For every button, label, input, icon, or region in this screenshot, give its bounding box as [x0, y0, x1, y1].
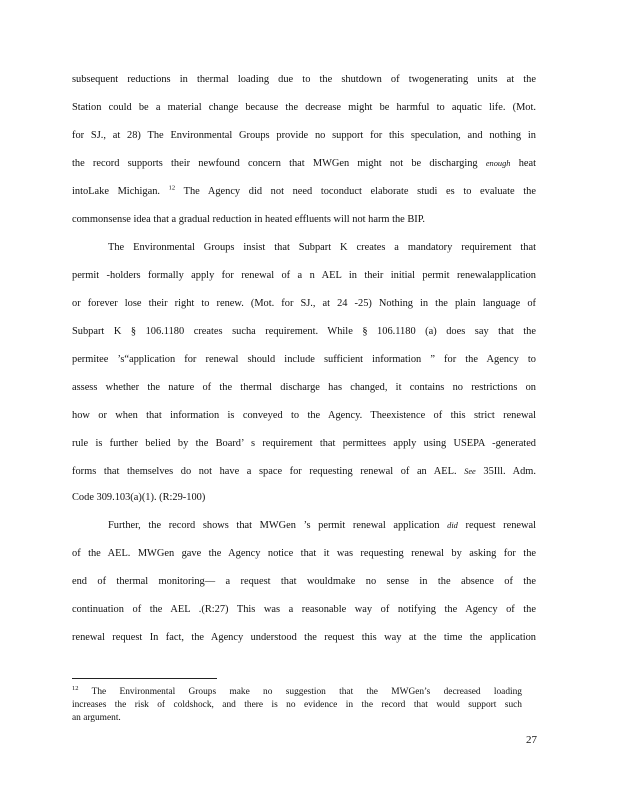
body-line-9: or forever lose their right to renew. (Mot. for SJ., at 24 -25) Nothing in the plain language of: [72, 298, 536, 309]
page-number: 27: [526, 734, 537, 746]
footnote-ref: 12: [168, 184, 176, 192]
text-run: Further, the record shows that MWGen ’s permit renewal application: [108, 520, 440, 531]
text-run: heat: [518, 158, 536, 169]
text-run: request renewal: [465, 520, 536, 531]
text-run: The Environmental Groups make no suggestion that the MWGen’s decreased loading: [91, 687, 522, 697]
body-line-2: Station could be a material change because the decrease might be harmful to aquatic life. (Mot.: [72, 102, 536, 113]
text-run: intoLake Michigan.: [72, 186, 160, 197]
footnote-line-1: [72, 686, 522, 698]
body-line-15: [72, 465, 536, 478]
body-line-13: how or when that information is conveyed to the Agency. Theexistence of this strict renewal: [72, 410, 536, 421]
body-line-21: renewal request In fact, the Agency understood the request this way at the time the application: [72, 632, 536, 643]
body-line-12: assess whether the nature of the thermal discharge has changed, it contains no restrictions on: [72, 382, 536, 393]
text-run: the record supports their newfound concern that MWGen might not be discharging: [72, 158, 478, 169]
footnote-line-2: increases the risk of coldshock, and there is no evidence in the record that would support such: [72, 700, 522, 710]
text-run: forms that themselves do not have a space for requesting renewal of an AEL.: [72, 466, 457, 477]
body-line-6: commonsense idea that a gradual reduction in heated effluents will not harm the BIP.: [72, 214, 425, 225]
text-run: The Agency did not need toconduct elaborate studi es to evaluate the: [183, 186, 536, 197]
emphasis: enough: [485, 159, 511, 168]
body-line-1: subsequent reductions in thermal loading due to the shutdown of twogenerating units at the: [72, 74, 536, 85]
body-line-8: permit -holders formally apply for renewal of a n AEL in their initial permit renewalapplication: [72, 270, 536, 281]
body-line-3: for SJ., at 28) The Environmental Groups provide no support for this speculation, and nothing in: [72, 130, 536, 141]
footnote-line-3: an argument.: [72, 713, 121, 723]
body-line-7: The Environmental Groups insist that Subpart K creates a mandatory requirement that: [108, 242, 536, 253]
body-line-5: [72, 185, 536, 198]
emphasis: See: [464, 467, 476, 476]
footnote-number: 12: [72, 684, 79, 692]
body-line-11: permitee ’s“application for renewal should include sufficient information ” for the Agency to: [72, 354, 536, 365]
body-line-10: Subpart K § 106.1180 creates sucha requirement. While § 106.1180 (a) does say that the: [72, 326, 536, 337]
emphasis: did: [447, 521, 458, 530]
body-line-16: Code 309.103(a)(1). (R:29-100): [72, 492, 206, 503]
body-line-4: [72, 157, 536, 170]
body-line-14: rule is further belied by the Board’ s requirement that permittees apply using USEPA -generated: [72, 438, 536, 449]
body-line-17: [108, 519, 536, 532]
body-line-19: end of thermal monitoring— a request that wouldmake no sense in the absence of the: [72, 576, 536, 587]
text-run: 35Ill. Adm.: [483, 466, 536, 477]
body-line-20: continuation of the AEL .(R:27) This was a reasonable way of notifying the Agency of the: [72, 604, 536, 615]
footnote-separator: [72, 678, 217, 679]
body-line-18: of the AEL. MWGen gave the Agency notice that it was requesting renewal by asking for the: [72, 548, 536, 559]
